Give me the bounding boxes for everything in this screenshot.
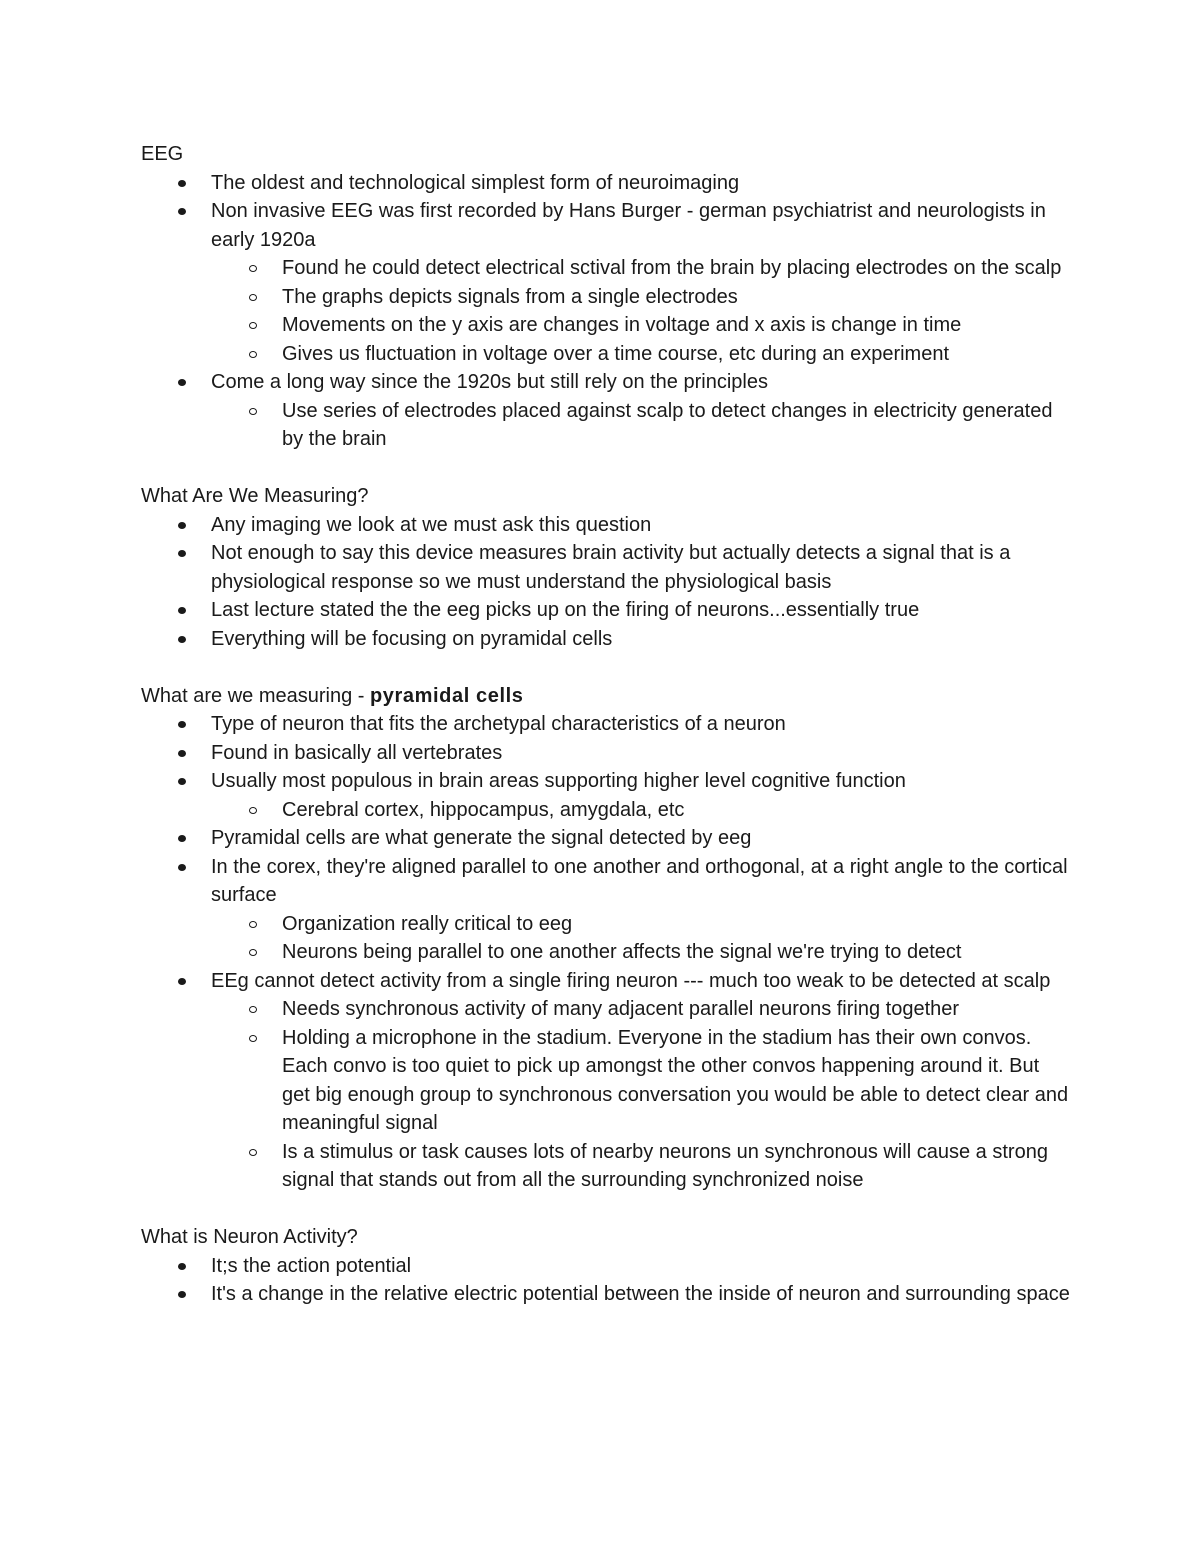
sub-bullet-list bbox=[141, 910, 1071, 967]
document-page bbox=[141, 140, 1071, 1337]
section-heading: What is Neuron Activity? bbox=[141, 1226, 358, 1248]
bullet-circle-icon bbox=[249, 294, 257, 301]
bullet-list bbox=[141, 710, 1071, 1195]
section-neuron-activity bbox=[141, 1223, 1071, 1309]
bullet-dot-icon bbox=[178, 835, 186, 842]
bullet-dot-icon bbox=[178, 1291, 186, 1298]
bullet-circle-icon bbox=[249, 322, 257, 329]
list-item: Usually most populous in brain areas supporting higher level cognitive function Cerebral cortex, hippocampus, amygdala, etc bbox=[141, 767, 1071, 824]
bullet-circle-icon bbox=[249, 949, 257, 956]
bullet-list bbox=[141, 169, 1071, 454]
sub-list-item: Is a stimulus or task causes lots of nearby neurons un synchronous will cause a strong signal that stands out from all the surrounding synchronized noise bbox=[211, 1138, 1071, 1195]
bullet-circle-icon bbox=[249, 1035, 257, 1042]
sub-list-item: The graphs depicts signals from a single electrodes bbox=[211, 283, 1071, 312]
list-item: Any imaging we look at we must ask this question bbox=[141, 511, 1071, 540]
section-eeg bbox=[141, 140, 1071, 454]
list-item: Last lecture stated the the eeg picks up on the firing of neurons...essentially true bbox=[141, 596, 1071, 625]
bullet-dot-icon bbox=[178, 208, 186, 215]
list-item: In the corex, they're aligned parallel to one another and orthogonal, at a right angle to the cortical surface Organization really critical to eeg Neurons being parallel to one another affects the signal we're trying to detect bbox=[141, 853, 1071, 967]
bullet-dot-icon bbox=[178, 636, 186, 643]
bullet-dot-icon bbox=[178, 522, 186, 529]
bullet-dot-icon bbox=[178, 721, 186, 728]
bullet-dot-icon bbox=[178, 978, 186, 985]
bullet-list bbox=[141, 1252, 1071, 1309]
sub-list-item: Cerebral cortex, hippocampus, amygdala, etc bbox=[211, 796, 1071, 825]
sub-list-item: Found he could detect electrical sctival from the brain by placing electrodes on the scalp bbox=[211, 254, 1071, 283]
sub-list-item: Holding a microphone in the stadium. Everyone in the stadium has their own convos. Each convo is too quiet to pick up amongst the other convos happening around it. But get big enough group to synchronous conversation you would be able to detect clear and meaningful signal bbox=[211, 1024, 1071, 1138]
list-item: Everything will be focusing on pyramidal cells bbox=[141, 625, 1071, 654]
bullet-circle-icon bbox=[249, 807, 257, 814]
section-heading: EEG bbox=[141, 143, 184, 165]
sub-bullet-list bbox=[141, 995, 1071, 1195]
list-item: The oldest and technological simplest form of neuroimaging bbox=[141, 169, 1071, 198]
bullet-circle-icon bbox=[249, 921, 257, 928]
section-heading: What are we measuring - pyramidal cells bbox=[141, 684, 524, 707]
section-pyramidal-cells bbox=[141, 682, 1071, 1195]
bullet-dot-icon bbox=[178, 607, 186, 614]
sub-bullet-list bbox=[141, 796, 1071, 825]
bullet-dot-icon bbox=[178, 864, 186, 871]
list-item: Come a long way since the 1920s but still rely on the principles Use series of electrodes placed against scalp to detect changes in electricity generated by the brain bbox=[141, 368, 1071, 454]
list-item: Type of neuron that fits the archetypal characteristics of a neuron bbox=[141, 710, 1071, 739]
heading-bold-text: pyramidal cells bbox=[369, 684, 524, 707]
bullet-circle-icon bbox=[249, 265, 257, 272]
bullet-list bbox=[141, 511, 1071, 654]
sub-list-item: Neurons being parallel to one another affects the signal we're trying to detect bbox=[211, 938, 1071, 967]
list-item: Found in basically all vertebrates bbox=[141, 739, 1071, 768]
bullet-circle-icon bbox=[249, 1149, 257, 1156]
bullet-dot-icon bbox=[178, 750, 186, 757]
sub-list-item: Needs synchronous activity of many adjacent parallel neurons firing together bbox=[211, 995, 1071, 1024]
sub-list-item: Movements on the y axis are changes in voltage and x axis is change in time bbox=[211, 311, 1071, 340]
sub-bullet-list bbox=[141, 397, 1071, 454]
section-heading: What Are We Measuring? bbox=[141, 485, 369, 507]
bullet-dot-icon bbox=[178, 1263, 186, 1270]
list-item: It;s the action potential bbox=[141, 1252, 1071, 1281]
sub-list-item: Use series of electrodes placed against scalp to detect changes in electricity generated by the brain bbox=[211, 397, 1071, 454]
sub-list-item: Organization really critical to eeg bbox=[211, 910, 1071, 939]
list-item: It's a change in the relative electric potential between the inside of neuron and surrounding space bbox=[141, 1280, 1071, 1309]
bullet-dot-icon bbox=[178, 180, 186, 187]
sub-bullet-list bbox=[141, 254, 1071, 368]
bullet-dot-icon bbox=[178, 379, 186, 386]
bullet-circle-icon bbox=[249, 351, 257, 358]
list-item: Not enough to say this device measures brain activity but actually detects a signal that is a physiological response so we must understand the physiological basis bbox=[141, 539, 1071, 596]
bullet-circle-icon bbox=[249, 1006, 257, 1013]
list-item: EEg cannot detect activity from a single firing neuron --- much too weak to be detected at scalp Needs synchronous activity of many adjacent parallel neurons firing together Holding a microphone in the stadium. Everyone in the stadium has their own convos. Each convo is too quiet to pick up amongst the other convos happening around it. But get big enough group to synchronous conversation you would be able to detect clear and meaningful signal Is a stimulus or task causes lots of nearby neurons un synchronous will cause a strong signal that stands out from all the surrounding synchronized noise bbox=[141, 967, 1071, 1195]
bullet-circle-icon bbox=[249, 408, 257, 415]
bullet-dot-icon bbox=[178, 550, 186, 557]
bullet-dot-icon bbox=[178, 778, 186, 785]
list-item: Non invasive EEG was first recorded by Hans Burger - german psychiatrist and neurologists in early 1920a Found he could detect electrical sctival from the brain by placing electrodes on the scalp The graphs depicts signals from a single electrodes Movements on the y axis are changes in voltage and x axis is change in time Gives us fluctuation in voltage over a time course, etc during an experiment bbox=[141, 197, 1071, 368]
section-what-are-we-measuring bbox=[141, 482, 1071, 653]
sub-list-item: Gives us fluctuation in voltage over a time course, etc during an experiment bbox=[211, 340, 1071, 369]
list-item: Pyramidal cells are what generate the signal detected by eeg bbox=[141, 824, 1071, 853]
